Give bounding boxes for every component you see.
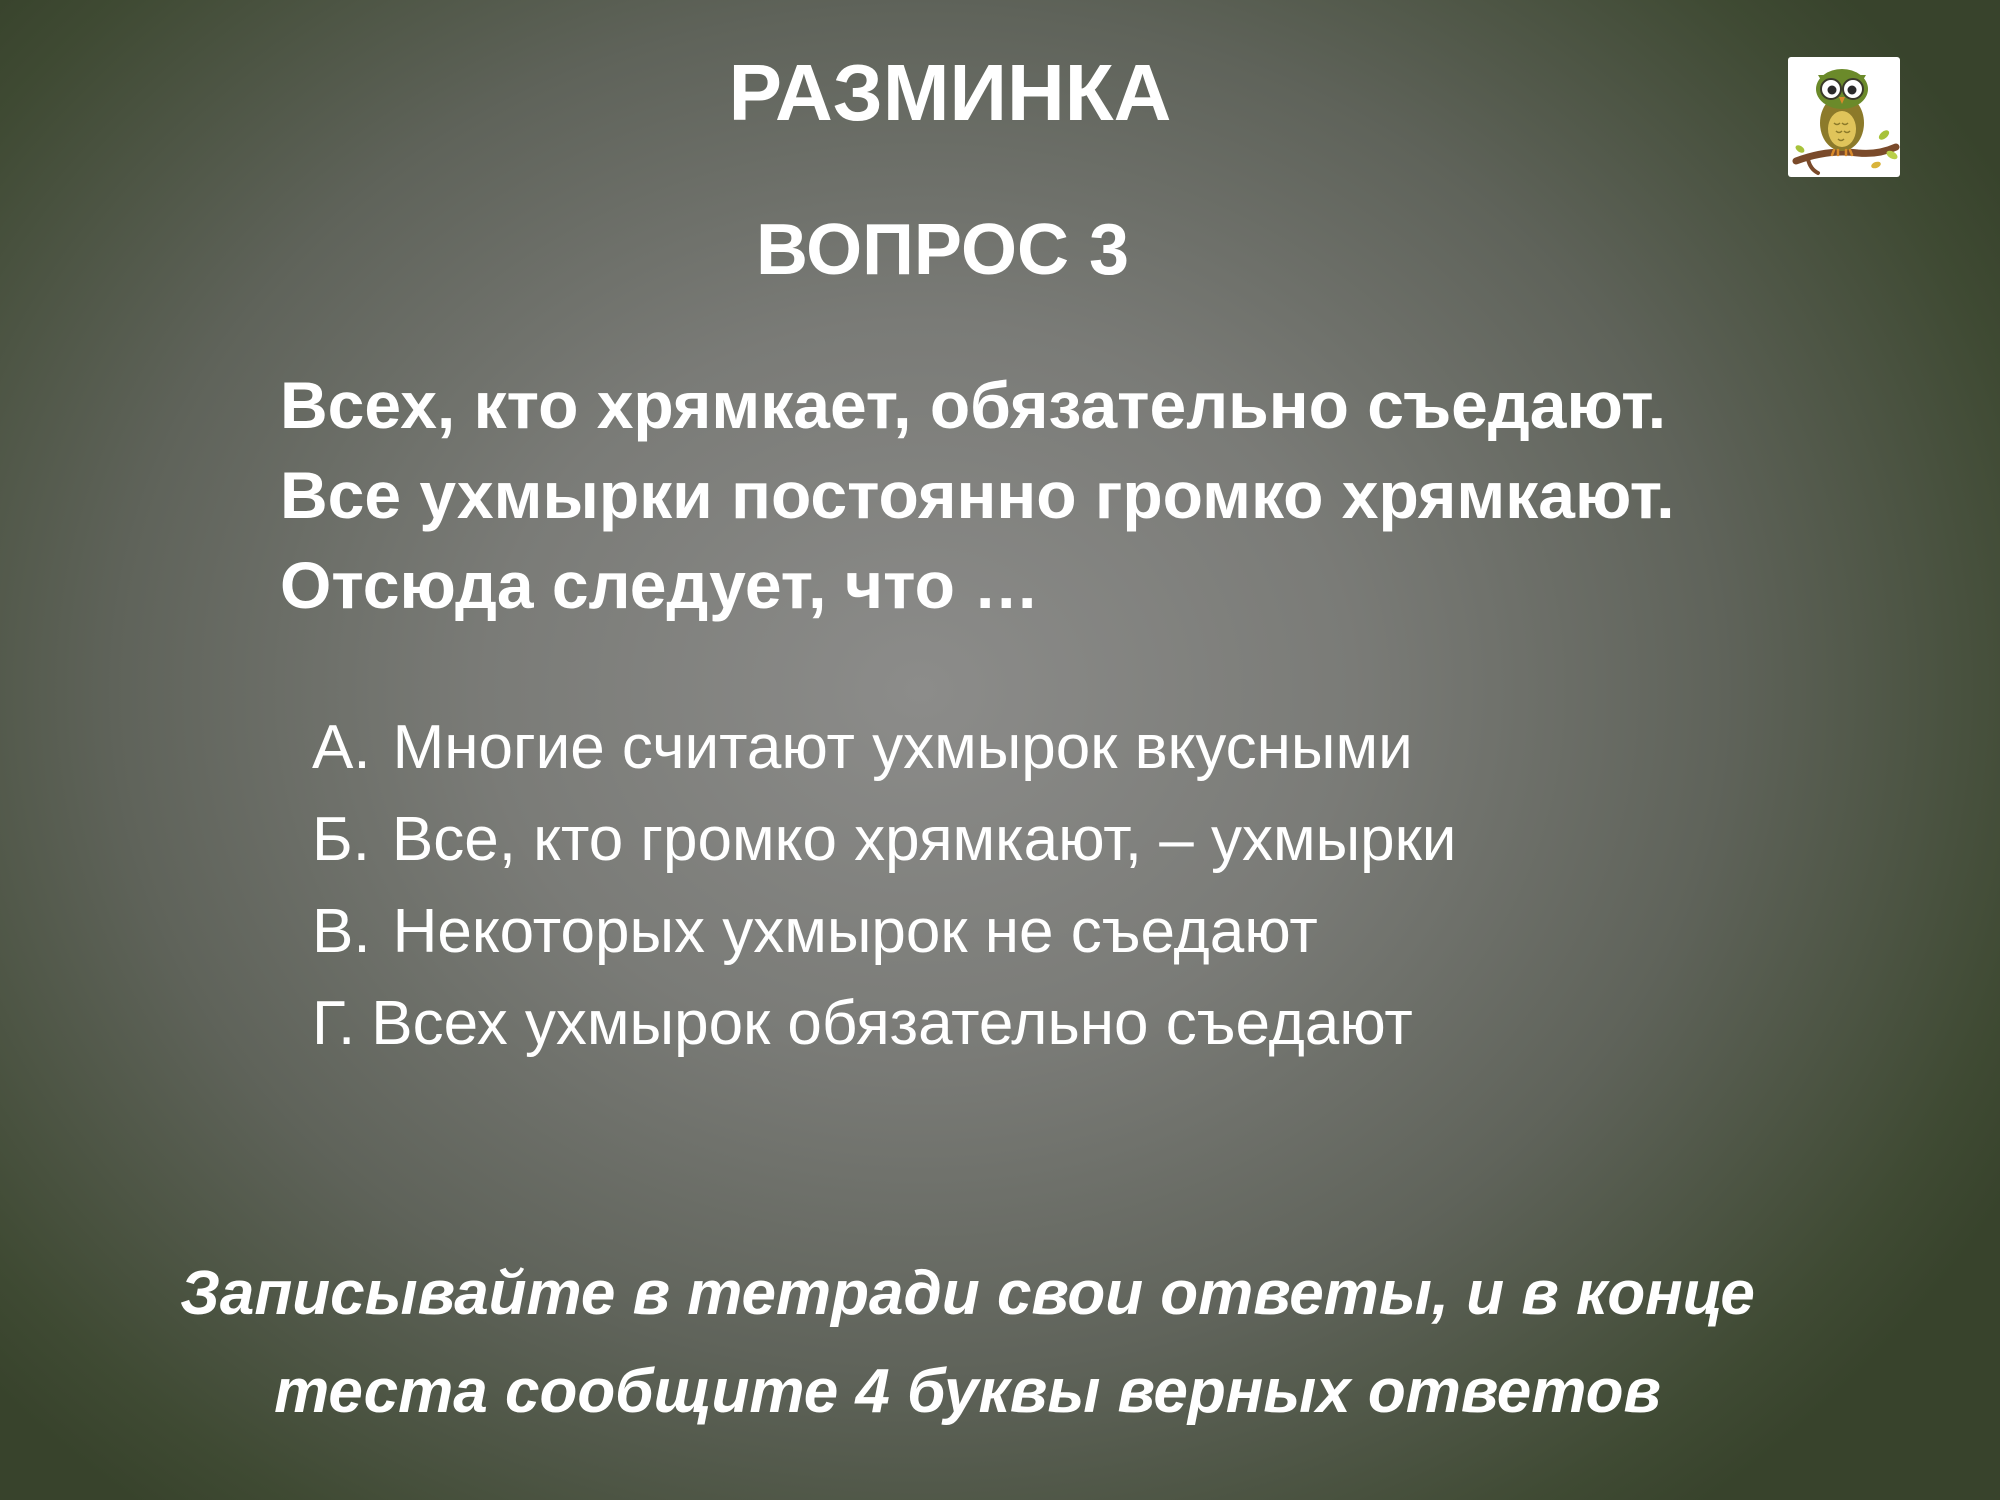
option-b: [312, 794, 1812, 886]
option-letter: В.: [312, 897, 371, 966]
instructions-footer: [0, 1245, 1935, 1441]
option-letter: Г.: [312, 989, 356, 1058]
option-text: Всех ухмырок обязательно съедают: [371, 989, 1413, 1058]
question-number: ВОПРОС 3: [755, 210, 1130, 290]
slide-title: РАЗМИНКА: [728, 48, 1172, 137]
answer-options: [312, 702, 1812, 1070]
option-a: [312, 702, 1812, 794]
option-text: Все, кто громко хрямкают, – ухмырки: [391, 805, 1457, 874]
option-v: [312, 886, 1812, 978]
option-letter: А.: [312, 713, 371, 782]
question-text: [280, 360, 1980, 630]
owl-icon: [1788, 57, 1900, 177]
option-g: [312, 978, 1812, 1070]
option-letter: Б.: [312, 805, 370, 874]
question-line-3: Отсюда следует, что …: [280, 548, 1040, 622]
owl-logo: [1788, 57, 1900, 177]
footer-line-1: Записывайте в тетради свои ответы, и в конце: [180, 1259, 1755, 1328]
question-line-2: Все ухмырки постоянно громко хрямкают.: [280, 458, 1675, 532]
option-text: Многие считают ухмырок вкусными: [392, 713, 1413, 782]
footer-line-2: теста сообщите 4 буквы верных ответов: [274, 1357, 1661, 1426]
option-text: Некоторых ухмырок не съедают: [392, 897, 1318, 966]
question-line-1: Всех, кто хрямкает, обязательно съедают.: [280, 368, 1667, 442]
